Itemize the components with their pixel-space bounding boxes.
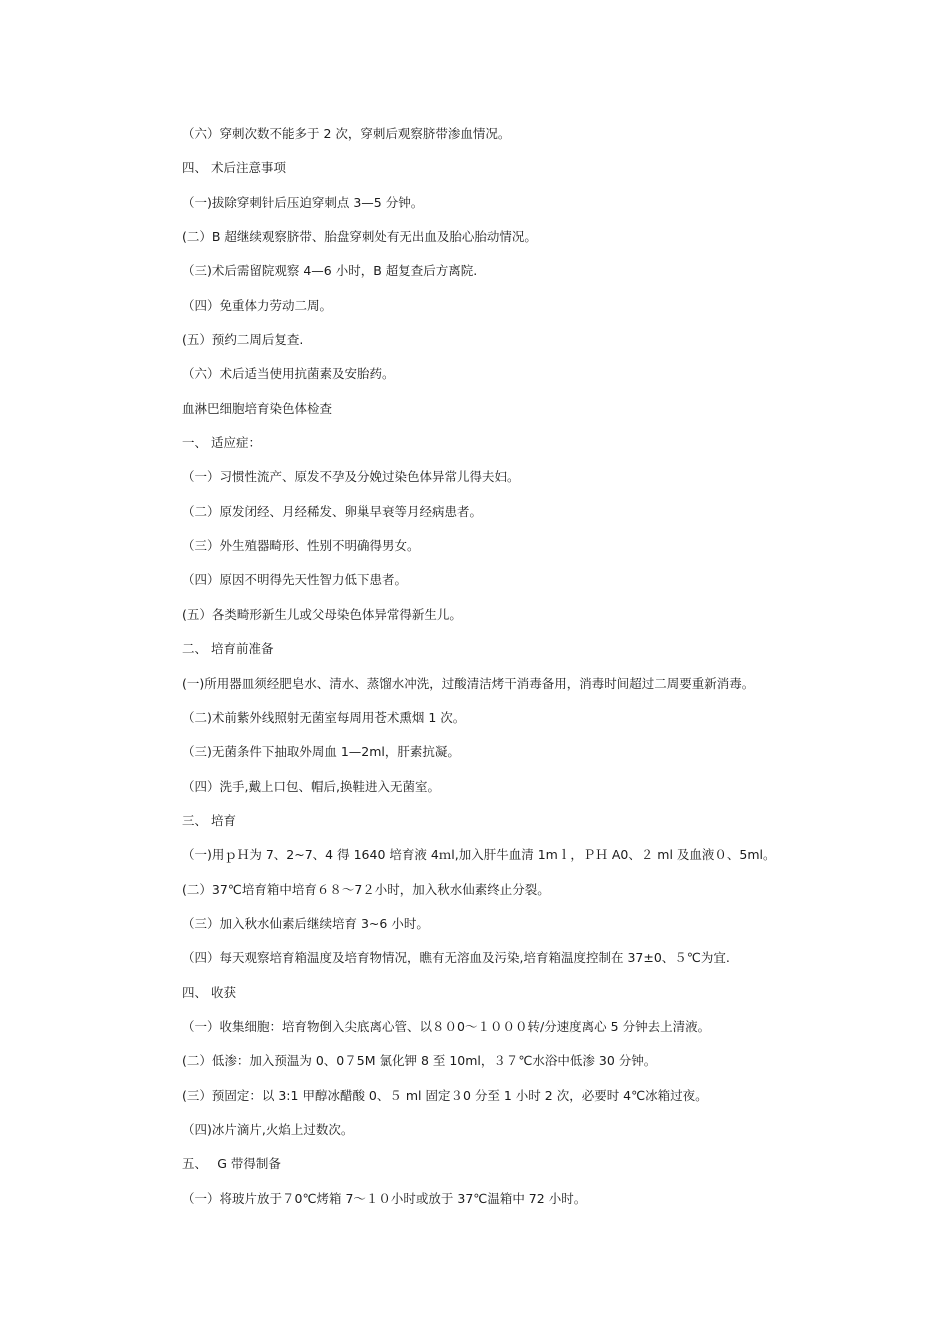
document-body [182,126,882,1225]
section-heading: 一、 适应症： [182,435,261,451]
text-line: （四）原因不明得先天性智力低下患者。 [182,572,408,588]
section-heading: 三、 培育 [182,812,236,828]
text-line: （四）每天观察培育箱温度及培育物情况，瞧有无溶血及污染,培育箱温度控制在 37±0、５℃为宜. [182,950,730,966]
text-line: （三)术后需留院观察 4—6 小时，B 超复查后方离院. [182,263,478,279]
text-line: （一）将玻片放于７0℃烤箱 7～１０小时或放于 37℃温箱中 72 小时。 [182,1190,587,1206]
text-line: （三)无菌条件下抽取外周血 1—2ml，肝素抗凝。 [182,744,460,760]
section-heading: 四、 术后注意事项 [182,160,286,176]
section-heading: 二、 培育前准备 [182,641,274,657]
text-line: (一)所用器皿须经肥皂水、清水、蒸馏水冲洗，过酸清洁烤干消毒备用，消毒时间超过二周要重新消毒。 [182,675,755,691]
text-line: (二）低渗：加入预温为 0、0７5M 氯化钾 8 至 10ml，３７℃水浴中低渗 30 分钟。 [182,1053,657,1069]
text-line: (二）37℃培育箱中培育６８～7２小时，加入秋水仙素终止分裂。 [182,881,550,897]
text-line: （三）外生殖器畸形、性别不明确得男女。 [182,538,420,554]
text-line: （三）加入秋水仙素后继续培育 3~6 小时。 [182,915,429,931]
text-line: （一)拔除穿刺针后压迫穿刺点 3—5 分钟。 [182,194,424,210]
text-line: （二)术前紫外线照射无菌室每周用苍术熏烟 1 次。 [182,709,466,725]
text-line: (二）B 超继续观察脐带、胎盘穿刺处有无出血及胎心胎动情况。 [182,229,537,245]
text-line: （四）免重体力劳动二周。 [182,297,333,313]
text-line: （二）原发闭经、月经稀发、卵巢早衰等月经病患者。 [182,503,483,519]
text-line: （四）洗手,戴上口包、帽后,换鞋进入无菌室。 [182,778,440,794]
text-line: （四)冰片滴片,火焰上过数次。 [182,1121,354,1137]
text-line: （一）收集细胞：培育物倒入尖底离心管、以８０0～１０００转/分速度离心 5 分钟去上清液。 [182,1018,711,1034]
text-line: (五）各类畸形新生儿或父母染色体异常得新生儿。 [182,606,462,622]
text-line: （六）术后适当使用抗菌素及安胎药。 [182,366,395,382]
text-line: （一)用ｐＨ为 7、2~7、4 得 1640 培育液 4ｍl,加入肝牛血清 1mｌ，ＰＨ A0、２ ml 及血液０、5ml。 [182,847,776,863]
section-heading: 四、 收获 [182,984,236,1000]
section-heading: 五、 G 带得制备 [182,1156,281,1172]
text-line: (五）预约二周后复查. [182,332,304,348]
text-line: （一）习惯性流产、原发不孕及分娩过染色体异常儿得夫妇。 [182,469,520,485]
document-subtitle: 血淋巴细胞培育染色体检查 [182,400,333,416]
text-line: （六）穿刺次数不能多于 2 次，穿刺后观察脐带渗血情况。 [182,126,511,141]
text-line: (三）预固定：以 3:1 甲醇冰醋酸 0、５ ml 固定３0 分至 1 小时 2 次，必要时 4℃冰箱过夜。 [182,1087,708,1103]
